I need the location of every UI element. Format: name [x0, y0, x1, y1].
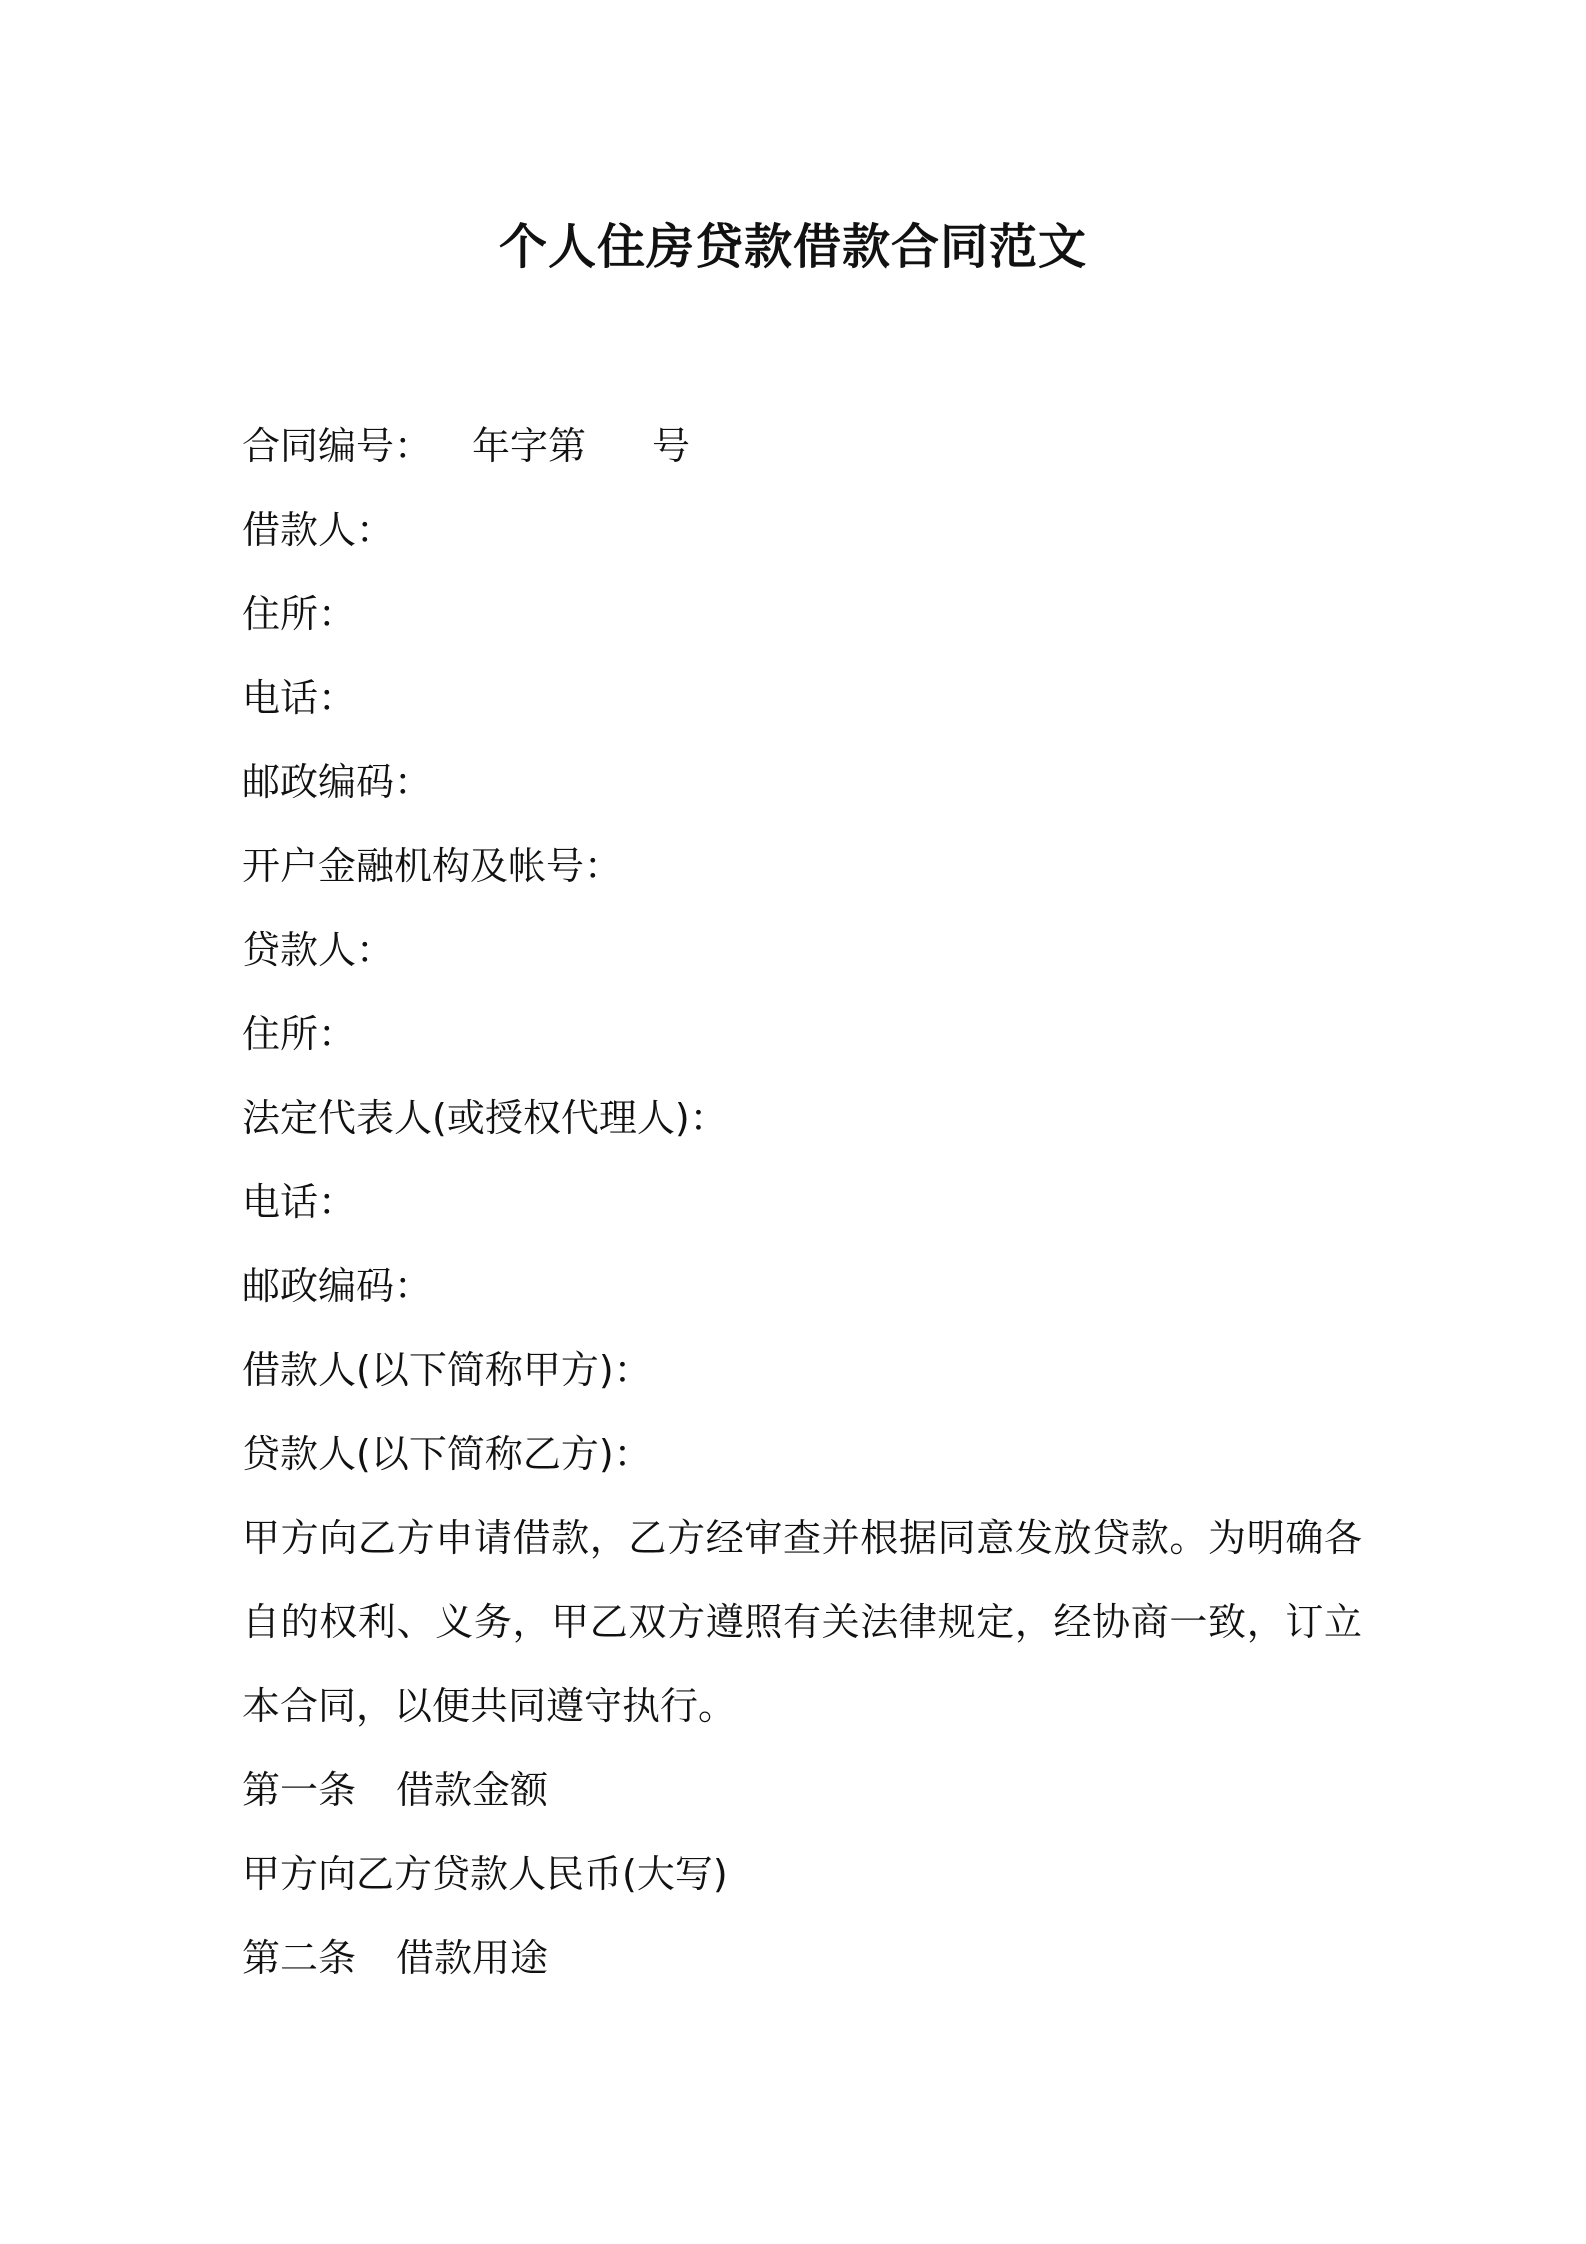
field-lender-representative: 法定代表人(或授权代理人)：	[242, 1096, 728, 1140]
article-1-content: 甲方向乙方贷款人民币(大写)	[242, 1852, 728, 1896]
contract-number-line	[242, 404, 1362, 488]
field-lender-phone: 电话：	[242, 1180, 357, 1224]
article-2-title: 借款用途	[396, 1936, 549, 1980]
document-title: 个人住房贷款借款合同范文	[498, 219, 1087, 275]
field-lender-address: 住所：	[242, 1012, 357, 1056]
preamble-paragraph: 甲方向乙方申请借款，乙方经审查并根据同意发放贷款。为明确各自的权利、义务，甲乙双方遵照有关法律规定，经协商一致，订立本合同，以便共同遵守执行。	[242, 1516, 1362, 1728]
document-body	[242, 404, 1362, 2000]
field-borrower: 借款人：	[242, 508, 395, 552]
party-a-definition: 借款人(以下简称甲方)：	[242, 1348, 652, 1392]
field-lender-postcode: 邮政编码：	[242, 1264, 433, 1308]
article-1-title: 借款金额	[396, 1768, 549, 1812]
field-lender: 贷款人：	[242, 928, 395, 972]
field-borrower-phone: 电话：	[242, 676, 357, 720]
field-borrower-address: 住所：	[242, 592, 357, 636]
contract-number-label: 合同编号：	[242, 424, 433, 468]
contract-number-suffix: 号	[652, 424, 691, 468]
article-1-heading	[242, 1748, 1362, 1832]
field-borrower-bank-account: 开户金融机构及帐号：	[242, 844, 623, 888]
field-borrower-postcode: 邮政编码：	[242, 760, 433, 804]
article-2-number: 第二条	[242, 1936, 357, 1980]
article-1-number: 第一条	[242, 1768, 357, 1812]
party-b-definition: 贷款人(以下简称乙方)：	[242, 1432, 652, 1476]
article-2-heading	[242, 1916, 1362, 2000]
contract-number-year-part: 年字第	[472, 424, 587, 468]
